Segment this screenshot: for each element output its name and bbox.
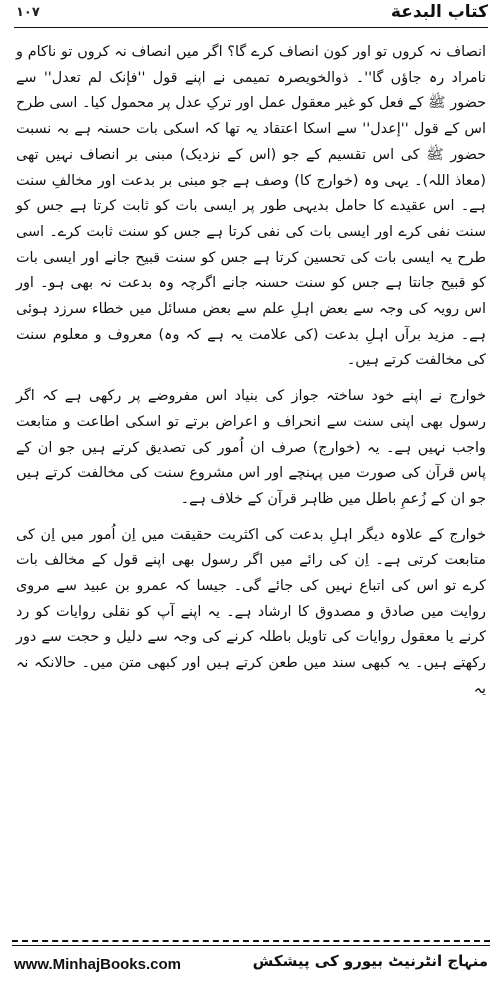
page-number: ۱۰۷ [16,5,40,20]
page-header [0,0,502,28]
paragraph-2: خوارج نے اپنے خود ساختہ جواز کی بنیاد اس مفروضے پر رکھی ہے کہ اگر رسول بھی اپنی سنت سے انحراف و اعراض برتے تو اسکی اطاعت و متابعت واجب نہیں ہے۔ یہ (خوارج) صرف ان اُمور کی تصدیق کرتے ہیں جو ان کے پاس قرآن کی صورت میں پہنچے اور اس مشروع سنت کی مخالفت کرتے ہیں جو ان کے زُعمِ باطل میں ظاہر قرآن کے خلاف ہے۔ [16,388,486,507]
book-title: کتاب البدعة [390,2,488,22]
footer-divider [12,945,490,946]
page-footer [0,940,502,985]
page-body [16,40,486,713]
publisher-note: منہاج انٹرنیٹ بیورو کی پیشکش [252,952,488,970]
paragraph-1: انصاف نہ کروں تو اور کون انصاف کرے گا؟ اگر میں انصاف نہ کروں تو ناکام و نامراد رہ جاؤں گا''۔ ذوالخویصرہ تمیمی نے اپنے قول ''فإنک لم تعدل'' سے حضور ﷺ کے فعل کو غیر معقول عمل اور ترکِ عدل پر محمول کیا۔ اسی طرح اس کے قول ''إعدل'' سے اسکا اعتقاد یہ تھا کہ اسکی بات حسنہ ہے بہ نسبت حضور ﷺ کی اس تقسیم کے جو (اس کے نزدیک) مبنی بر انصاف نہیں تھی (معاذ اللہ)۔ یہی وہ (خوارج کا) وصف ہے جو مبنی بر بدعت اور مخالفِ سنت ہے۔ اس عقیدے کا حامل بدیہی طور پر ایسی بات کو ثابت کرتا ہے جس کو سنت نفی کرے اور ایسی بات کی نفی کرتا ہے جس کو سنت ثابت کرے۔ اسی طرح یہ ایسی بات کی تحسین کرتا ہے جس کو سنت قبیح جانے اور ایسی بات کو قبیح جانتا ہے جس کو سنت حسنہ جانے اگرچہ وہ بدعت نہ بھی ہو۔ اور اس رویہ کی وجہ سے بعض اہلِ علم سے بعض مسائل میں خطاء سرزد ہوئی ہے۔ مزید برآں اہلِ بدعت (کی علامت یہ ہے کہ وہ) معروف و معلوم سنت کی مخالفت کرتے ہیں۔ [16,44,486,369]
footer-divider-dashed [12,940,490,942]
header-divider [14,27,488,28]
paragraph-3: خوارج کے علاوہ دیگر اہلِ بدعت کی اکثریت حقیقت میں اِن اُمور میں اِن کی متابعت کرتی ہے۔ اِن کی رائے میں اگر رسول بھی اپنے قول کے مخالف بات کرے تو اس کی اتباع نہیں کی جائے گی۔ جیسا کہ عمرو بن عبید سے مروی روایت میں صادق و مصدوق کا ارشاد ہے۔ یہ اپنے آپ کو نقلی روایات کو رد کرنے یا معقول روایات کی تاویل باطلہ کرنے کی وجہ سے دلیل و حجت سے دور رکھتے ہیں۔ یہ کبھی سند میں طعن کرتے ہیں اور کبھی متن میں۔ حالانکہ نہ یہ [16,526,486,697]
website-link[interactable]: www.MinhajBooks.com [14,956,181,973]
